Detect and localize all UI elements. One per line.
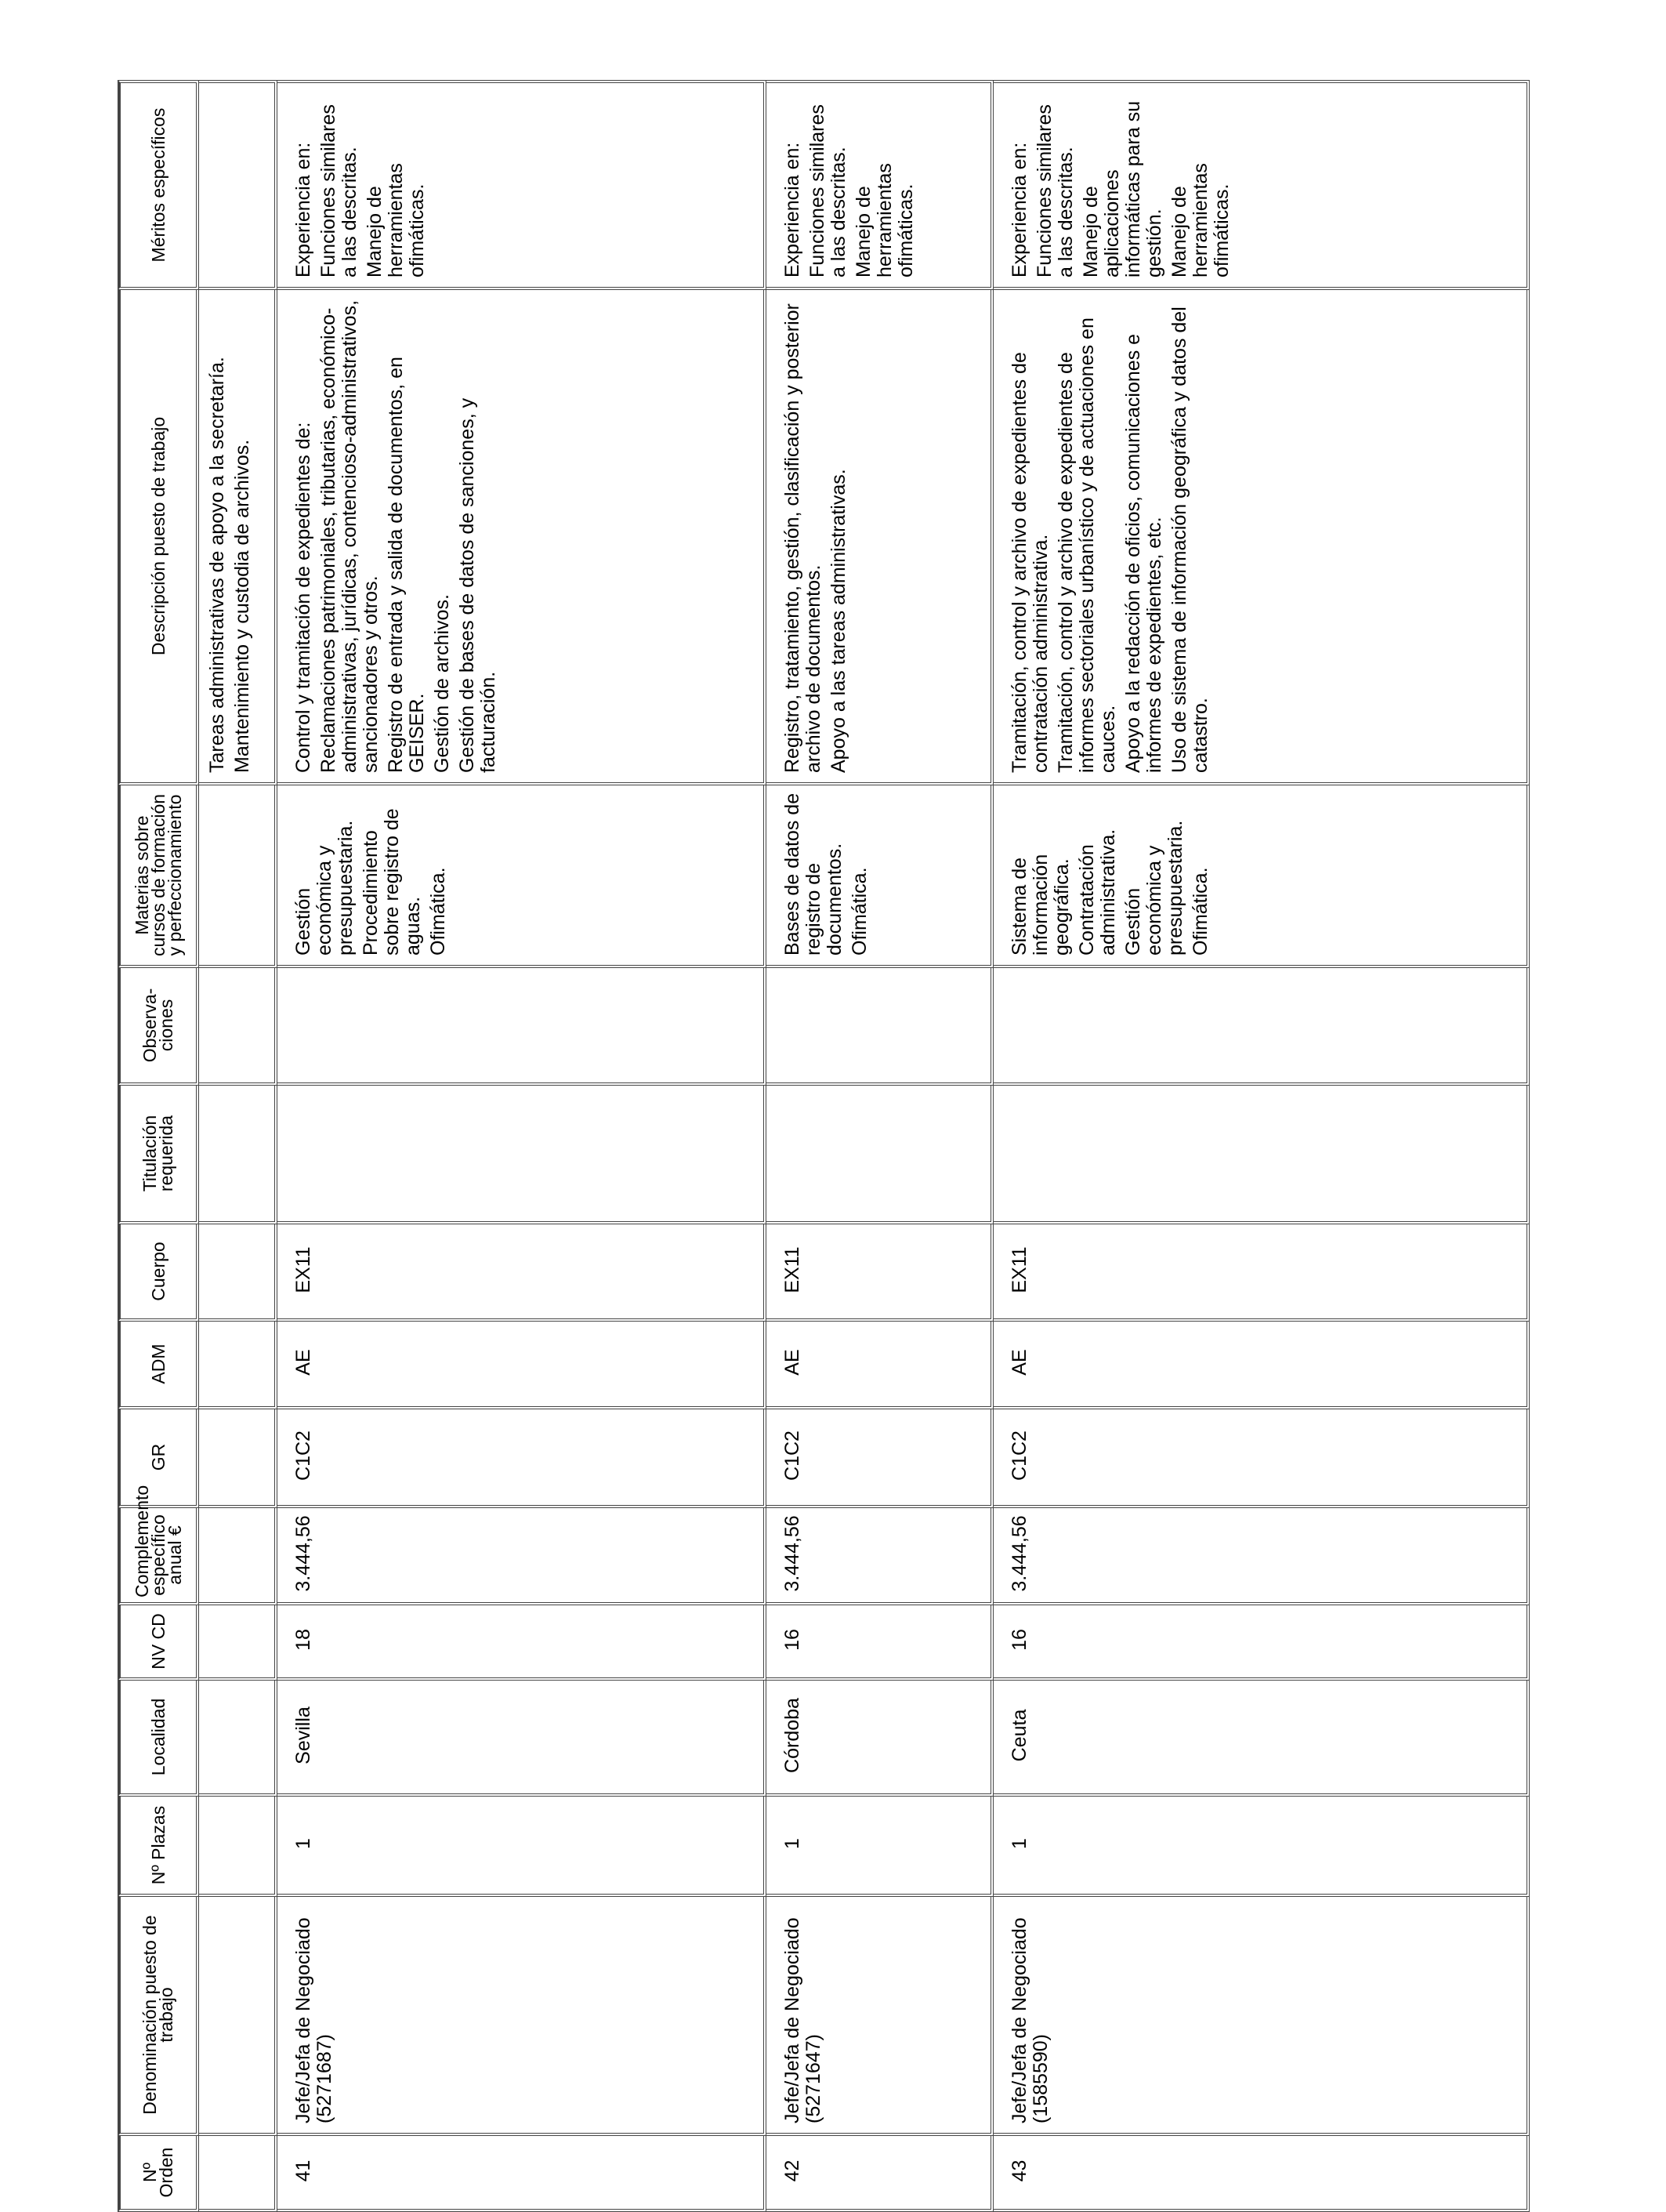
header-plazas: Nº Plazas [118, 1797, 199, 1897]
materia-line: Gestión económica y presupuestaria. [292, 820, 357, 956]
descripcion-line: Registro de entrada y salida de documentos, en GEISER. [385, 357, 428, 773]
cell-materias [766, 785, 994, 968]
cell-adm: AE [277, 1322, 766, 1409]
descripcion-line: Control y tramitación de expedientes de: [292, 422, 314, 773]
header-complemento: Complemento específico anual € [118, 1508, 199, 1605]
descripcion-line: Reclamaciones patrimoniales, tributarias, económico-administrativas, jurídicas, contencioso-administrativos, sancionadores y otros. [317, 299, 382, 773]
cell-complemento: 3.444,56 [277, 1508, 766, 1605]
materia-line: Contratación administrativa. [1076, 829, 1119, 956]
cell-plazas: 1 [994, 1797, 1530, 1897]
cell-localidad: Sevilla [277, 1681, 766, 1797]
descripcion-line: Tareas administrativas de apoyo a la secretaría. [206, 357, 228, 773]
cell-titulacion [199, 1086, 277, 1224]
cell-descripcion [994, 290, 1530, 785]
materia-line: Sistema de información geográfica. [1009, 854, 1073, 956]
cell-orden [199, 2136, 277, 2212]
cell-titulacion [766, 1086, 994, 1224]
cell-cuerpo: EX11 [994, 1224, 1530, 1322]
cell-orden: 41 [277, 2136, 766, 2212]
table-row [277, 80, 766, 2212]
descripcion-line: Tramitación, control y archivo de expedientes de contratación administrativa. [1009, 352, 1052, 773]
cell-orden: 42 [766, 2136, 994, 2212]
header-meritos: Méritos específicos [118, 80, 199, 290]
cell-cuerpo: EX11 [766, 1224, 994, 1322]
cell-observaciones [199, 968, 277, 1086]
merito-line: Manejo de aplicaciones informáticas para su gestión. [1080, 100, 1165, 277]
cell-descripcion [277, 290, 766, 785]
merito-line: Funciones similares a las descritas. [806, 104, 849, 277]
table-row [766, 80, 994, 2212]
cell-materias [277, 785, 766, 968]
cell-localidad [199, 1681, 277, 1797]
header-gr: GR [118, 1409, 199, 1508]
cell-cuerpo: EX11 [277, 1224, 766, 1322]
header-adm: ADM [118, 1322, 199, 1409]
cell-nvcd [199, 1605, 277, 1681]
table-row [994, 80, 1530, 2212]
cell-meritos [766, 80, 994, 290]
descripcion-line: Apoyo a la redacción de oficios, comunicaciones e informes de expedientes, etc. [1122, 333, 1165, 773]
materia-line: Ofimática. [1190, 867, 1211, 956]
descripcion-line: Gestión de archivos. [431, 594, 453, 773]
cell-descripcion [766, 290, 994, 785]
materia-line: Gestión económica y presupuestaria. [1122, 820, 1186, 956]
merito-line: Experiencia en: [1009, 142, 1030, 277]
cell-adm: AE [766, 1322, 994, 1409]
cell-cuerpo [199, 1224, 277, 1322]
cell-localidad: Córdoba [766, 1681, 994, 1797]
descripcion-line: Registro, tratamiento, gestión, clasificación y posterior archivo de documentos. [781, 303, 824, 773]
materia-line: Ofimática. [849, 867, 871, 956]
merito-line: Manejo de herramientas ofimáticas. [364, 163, 428, 277]
cell-meritos [277, 80, 766, 290]
table-header-row [118, 80, 199, 2212]
cell-descripcion [199, 290, 277, 785]
descripcion-line: Apoyo a las tareas administrativas. [828, 469, 849, 773]
materia-line: Bases de datos de registro de documentos. [781, 792, 846, 956]
rotated-table-container [118, 80, 1528, 2212]
header-materias: Materias sobre cursos de formación y perfeccionamiento [118, 785, 199, 968]
header-orden: Nº Orden [118, 2136, 199, 2212]
merito-line: Experiencia en: [781, 142, 803, 277]
positions-table [118, 80, 1530, 2212]
cell-plazas: 1 [766, 1797, 994, 1897]
materia-line: Ofimática. [427, 867, 449, 956]
cell-nvcd: 18 [277, 1605, 766, 1681]
descripcion-line: Tramitación, control y archivo de expedientes de informes sectoriales urbanístico y de actuaciones en cauces. [1055, 317, 1119, 773]
cell-localidad: Ceuta [994, 1681, 1530, 1797]
cell-plazas: 1 [277, 1797, 766, 1897]
table-row [199, 80, 277, 2212]
cell-adm [199, 1322, 277, 1409]
header-descripcion: Descripción puesto de trabajo [118, 290, 199, 785]
merito-line: Funciones similares a las descritas. [317, 104, 360, 277]
cell-materias [994, 785, 1530, 968]
header-denominacion: Denominación puesto de trabajo [118, 1897, 199, 2136]
descripcion-line: Mantenimiento y custodia de archivos. [231, 439, 253, 773]
cell-complemento: 3.444,56 [766, 1508, 994, 1605]
header-localidad: Localidad [118, 1681, 199, 1797]
cell-titulacion [277, 1086, 766, 1224]
header-nvcd: NV CD [118, 1605, 199, 1681]
cell-meritos [199, 80, 277, 290]
cell-denominacion: Jefe/Jefa de Negociado (1585590) [994, 1897, 1530, 2136]
cell-adm: AE [994, 1322, 1530, 1409]
header-observaciones: Observa-ciones [118, 968, 199, 1086]
cell-gr [199, 1409, 277, 1508]
cell-gr: C1C2 [766, 1409, 994, 1508]
cell-nvcd: 16 [994, 1605, 1530, 1681]
descripcion-line: Gestión de bases de datos de sanciones, y facturación. [456, 397, 499, 773]
cell-denominacion [199, 1897, 277, 2136]
merito-line: Manejo de herramientas ofimáticas. [1168, 163, 1233, 277]
cell-nvcd: 16 [766, 1605, 994, 1681]
cell-observaciones [994, 968, 1530, 1086]
merito-line: Manejo de herramientas ofimáticas. [853, 163, 917, 277]
cell-observaciones [766, 968, 994, 1086]
descripcion-line: Uso de sistema de información geográfica y datos del catastro. [1168, 306, 1211, 773]
materia-line: Procedimiento sobre registro de aguas. [360, 808, 424, 956]
cell-orden: 43 [994, 2136, 1530, 2212]
cell-gr: C1C2 [277, 1409, 766, 1508]
cell-titulacion [994, 1086, 1530, 1224]
cell-denominacion: Jefe/Jefa de Negociado (5271687) [277, 1897, 766, 2136]
cell-complemento [199, 1508, 277, 1605]
cell-meritos [994, 80, 1530, 290]
cell-denominacion: Jefe/Jefa de Negociado (5271647) [766, 1897, 994, 2136]
cell-materias [199, 785, 277, 968]
cell-gr: C1C2 [994, 1409, 1530, 1508]
cell-plazas [199, 1797, 277, 1897]
cell-observaciones [277, 968, 766, 1086]
header-titulacion: Titulación requerida [118, 1086, 199, 1224]
merito-line: Funciones similares a las descritas. [1034, 104, 1077, 277]
merito-line: Experiencia en: [292, 142, 314, 277]
cell-complemento: 3.444,56 [994, 1508, 1530, 1605]
header-cuerpo: Cuerpo [118, 1224, 199, 1322]
